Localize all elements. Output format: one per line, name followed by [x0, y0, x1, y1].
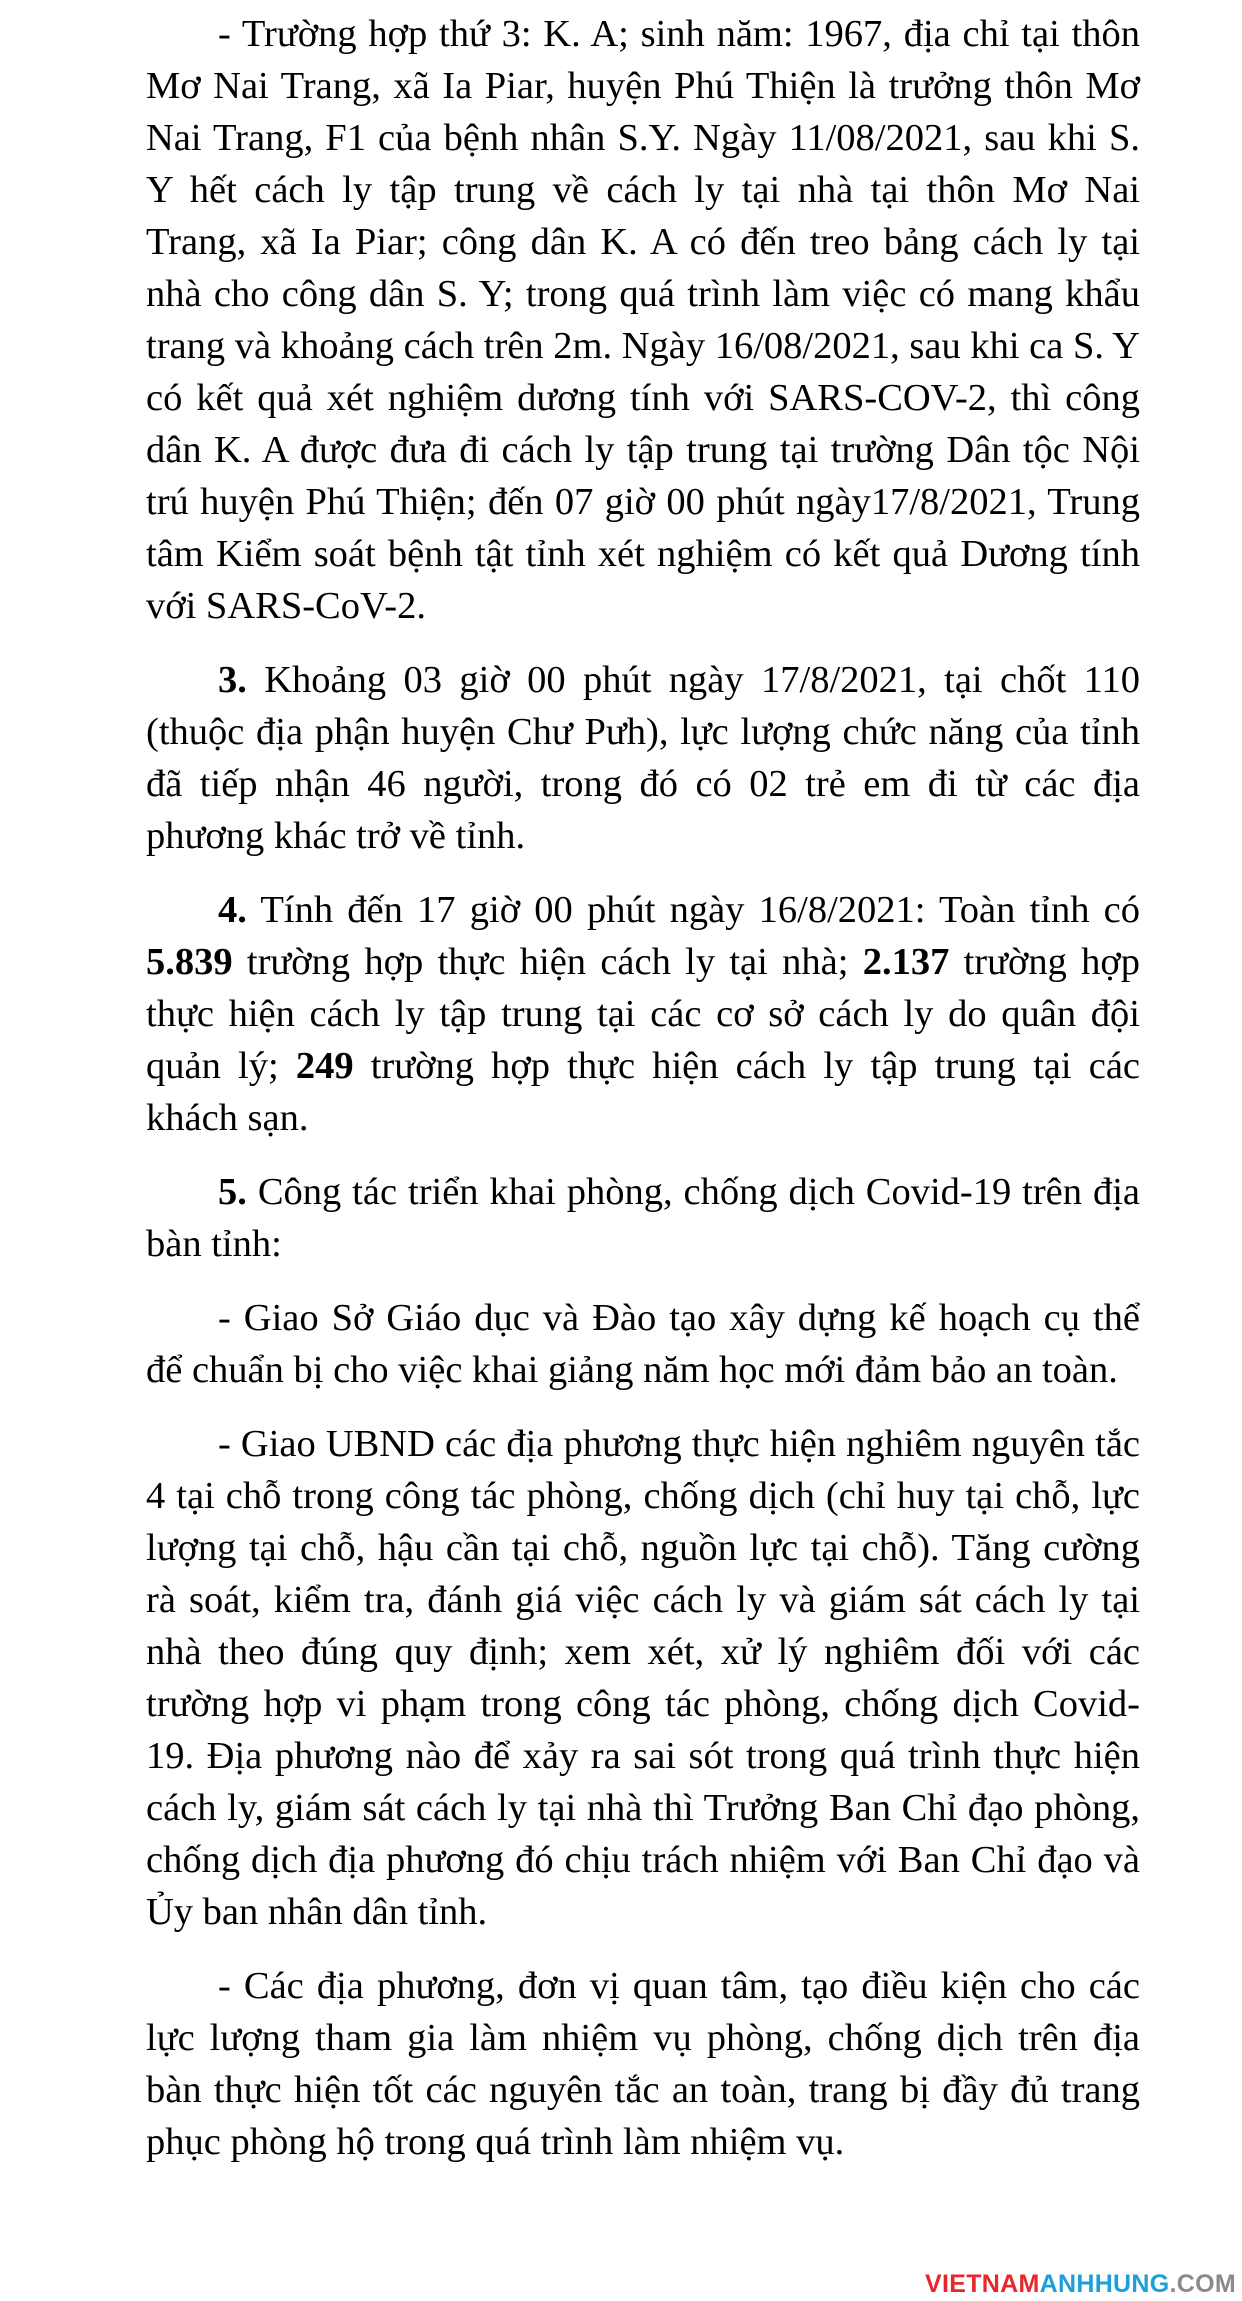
watermark-part-2: ANHHUNG	[1039, 2270, 1170, 2298]
watermark-part-1: VIETNAM	[925, 2270, 1040, 2298]
hotel-isolation-count: 249	[295, 1045, 354, 1087]
bullet-localities: - Giao UBND các địa phương thực hiện nghiêm nguyên tắc 4 tại chỗ trong công tác phòng, chống dịch (chỉ huy tại chỗ, lực lượng tại chỗ, hậu cần tại chỗ, nguồn lực tại chỗ). Tăng cường rà soát, kiểm tra, đánh giá việc cách ly và giám sát cách ly tại nhà theo đúng quy định; xem xét, xử lý nghiêm đối với các trường hợp vi phạm trong công tác phòng, chống dịch Covid-19. Địa phương nào để xảy ra sai sót trong quá trình thực hiện cách ly, giám sát cách ly tại nhà thì Trưởng Ban Chỉ đạo phòng, chống dịch địa phương đó chịu trách nhiệm với Ban Chỉ đạo và Ủy ban nhân dân tỉnh.	[146, 1423, 1140, 1933]
item-3-paragraph	[146, 654, 1140, 862]
home-isolation-count: 5.839	[146, 941, 233, 983]
item-4-paragraph	[146, 884, 1140, 1144]
watermark-part-3: .COM	[1169, 2270, 1236, 2298]
item-4-text-b: trường hợp thực hiện cách ly tại nhà;	[232, 941, 863, 983]
item-5-number: 5.	[218, 1171, 247, 1213]
item-4-text-c: trường hợp thực hiện cách ly tập trung tại các cơ sở cách ly do quân đội quản lý;	[146, 941, 1140, 1087]
item-3-number: 3.	[218, 659, 247, 701]
item-4-text-a: Tính đến 17 giờ 00 phút ngày 16/8/2021: Toàn tỉnh có	[246, 889, 1140, 931]
case-3-paragraph: - Trường hợp thứ 3: K. A; sinh năm: 1967, địa chỉ tại thôn Mơ Nai Trang, xã Ia Piar, huyện Phú Thiện là trưởng thôn Mơ Nai Trang, F1 của bệnh nhân S.Y. Ngày 11/08/2021, sau khi S. Y hết cách ly tập trung về cách ly tại nhà tại thôn Mơ Nai Trang, xã Ia Piar; công dân K. A có đến treo bảng cách ly tại nhà cho công dân S. Y; trong quá trình làm việc có mang khẩu trang và khoảng cách trên 2m. Ngày 16/08/2021, sau khi ca S. Y có kết quả xét nghiệm dương tính với SARS-COV-2, thì công dân K. A được đưa đi cách ly tập trung tại trường Dân tộc Nội trú huyện Phú Thiện; đến 07 giờ 00 phút ngày17/8/2021, Trung tâm Kiểm soát bệnh tật tỉnh xét nghiệm có kết quả Dương tính với SARS-CoV-2.	[146, 13, 1140, 627]
item-5-text: Công tác triển khai phòng, chống dịch Covid-19 trên địa bàn tỉnh:	[146, 1171, 1140, 1265]
watermark	[925, 2270, 1236, 2299]
military-isolation-count: 2.137	[862, 941, 950, 983]
bullet-units: - Các địa phương, đơn vị quan tâm, tạo điều kiện cho các lực lượng tham gia làm nhiệm vụ phòng, chống dịch trên địa bàn thực hiện tốt các nguyên tắc an toàn, trang bị đầy đủ trang phục phòng hộ trong quá trình làm nhiệm vụ.	[146, 1965, 1140, 2163]
item-5-paragraph	[146, 1166, 1140, 1270]
bullet-education: - Giao Sở Giáo dục và Đào tạo xây dựng kế hoạch cụ thể để chuẩn bị cho việc khai giảng năm học mới đảm bảo an toàn.	[146, 1297, 1140, 1391]
item-4-number: 4.	[218, 889, 247, 931]
document-page	[146, 0, 1140, 2190]
item-3-text: Khoảng 03 giờ 00 phút ngày 17/8/2021, tại chốt 110 (thuộc địa phận huyện Chư Pưh), lực lượng chức năng của tỉnh đã tiếp nhận 46 người, trong đó có 02 trẻ em đi từ các địa phương khác trở về tỉnh.	[146, 659, 1140, 857]
item-4-text-d: trường hợp thực hiện cách ly tập trung tại các khách sạn.	[146, 1045, 1140, 1139]
